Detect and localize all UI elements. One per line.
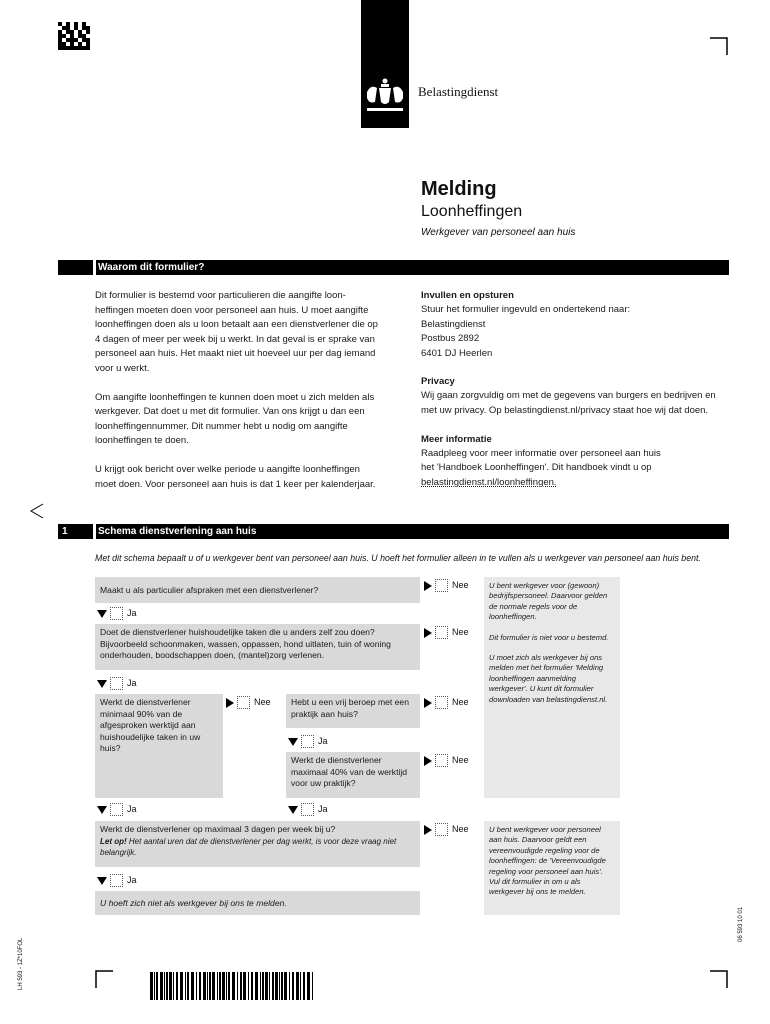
logo-block xyxy=(361,0,409,128)
q4-no-checkbox[interactable] xyxy=(435,696,448,709)
q4-yes-checkbox[interactable] xyxy=(301,735,314,748)
form-code-left: LH 593 - 1Z*10FOL xyxy=(18,937,24,990)
q5-yes-checkbox[interactable] xyxy=(301,803,314,816)
section-1-bar xyxy=(58,524,729,539)
q3-yes-checkbox[interactable] xyxy=(110,803,123,816)
q1-yes-checkbox[interactable] xyxy=(110,607,123,620)
why-paragraph-1: Dit formulier is bestemd voor particulieren die aangifte loon- heffingen moeten doen voor personeel aan huis. U moet aangifte loonheffingen doen als u loon betaalt aan een dienstverlener die op 4 dagen of meer per week bij u werkt. In dat geval is er sprake van personeel aan huis. Het maakt niet uit hoeveel uur per dag iemand voor u werkt. xyxy=(95,290,378,374)
page-tagline: Werkgever van personeel aan huis xyxy=(421,227,576,238)
question-3: Werkt de dienstverlener minimaal 90% van de afgesproken werktijd aan huishoudelijke taken in uw huis? xyxy=(95,694,223,798)
q6-yes-checkbox[interactable] xyxy=(110,874,123,887)
info-heading: Meer informatie xyxy=(421,433,492,445)
barcode-icon xyxy=(150,972,315,1000)
form-code-right: 06 593 10 01 xyxy=(738,906,744,942)
question-5: Werkt de dienstverlener maximaal 40% van de werktijd voor uw praktijk? xyxy=(286,752,420,798)
q5-no-checkbox[interactable] xyxy=(435,754,448,767)
side-panel-lower: U bent werkgever voor personeel aan huis. Daarvoor geldt een vereenvoudigde regeling voor de loonheffingen: de 'Vereenvoudigde regeling voor personeel aan huis'. Vul dit formulier in om u als werkgever bij ons te melden. xyxy=(484,821,620,915)
q6-yes-option[interactable]: Ja xyxy=(97,874,137,887)
qr-code-icon xyxy=(58,22,90,50)
why-paragraph-3: U krijgt ook bericht over welke periode u aangifte loonheffingen moet doen. Voor personeel aan huis is dat 1 keer per kalenderjaar. xyxy=(95,463,376,490)
section-1-number: 1 xyxy=(62,526,68,537)
q3-no-checkbox[interactable] xyxy=(237,696,250,709)
question-1: Maakt u als particulier afspraken met een dienstverlener? xyxy=(95,577,420,603)
result-no-registration: U hoeft zich niet als werkgever bij ons te melden. xyxy=(95,891,420,915)
q4-no-option[interactable]: Nee xyxy=(424,696,469,709)
q2-no-checkbox[interactable] xyxy=(435,626,448,639)
question-2: Doet de dienstverlener huishoudelijke taken die u anders zelf zou doen? Bijvoorbeeld schoonmaken, wassen, oppassen, hond uitlaten, tuin of woning onderhouden, boodschappen doen, (mantel)zorg verlenen. xyxy=(95,624,420,670)
q3-yes-option[interactable]: Ja xyxy=(97,803,137,816)
q5-no-option[interactable]: Nee xyxy=(424,754,469,767)
q1-no-option[interactable]: Nee xyxy=(424,579,469,592)
q3-no-option[interactable]: Nee xyxy=(226,696,271,709)
q1-no-checkbox[interactable] xyxy=(435,579,448,592)
section-1-intro: Met dit schema bepaalt u of u werkgever bent van personeel aan huis. U hoeft het formulier alleen in te vullen als u werkgever van personeel aan huis bent. xyxy=(95,553,701,563)
section-why-heading: Waarom dit formulier? xyxy=(98,262,205,273)
q2-yes-checkbox[interactable] xyxy=(110,677,123,690)
section-why-bar xyxy=(58,260,729,275)
privacy-heading: Privacy xyxy=(421,376,455,388)
fill-heading: Invullen en opsturen xyxy=(421,290,514,301)
q4-yes-option[interactable]: Ja xyxy=(288,735,328,748)
why-right-column: Invullen en opsturen Stuur het formulier ingevuld en ondertekend naar: Belastingdienst Postbus 2892 6401 DJ Heerlen Privacy Wij gaan zorgvuldig om met de gegevens van burgers en bedrijven en met uw privacy. Op belastingdienst.nl/privacy staat hoe wij dat doen. Meer informatie Raadpleeg voor meer informatie over personeel aan huis het 'Handboek Loonheffingen'. Dit handboek vindt u op belastingdienst.nl/loonheffingen. xyxy=(421,289,741,490)
page-title: Melding xyxy=(421,178,497,200)
page-subtitle: Loonheffingen xyxy=(421,203,523,220)
crop-mark-icon xyxy=(710,37,728,55)
why-left-column xyxy=(95,289,410,492)
crop-mark-icon xyxy=(710,970,728,988)
q2-no-option[interactable]: Nee xyxy=(424,626,469,639)
privacy-link[interactable]: met uw privacy. Op belastingdienst.nl/privacy staat hoe wij dat doen. xyxy=(421,404,709,416)
q2-yes-option[interactable]: Ja xyxy=(97,677,137,690)
brand-name: Belastingdienst xyxy=(418,84,499,99)
crest-icon xyxy=(361,0,409,128)
question-4: Hebt u een vrij beroep met een praktijk aan huis? xyxy=(286,694,420,728)
q5-yes-option[interactable]: Ja xyxy=(288,803,328,816)
section-1-heading: Schema dienstverlening aan huis xyxy=(98,526,257,537)
side-panel-upper: U bent werkgever voor (gewoon) bedrijfspersoneel. Daarvoor gelden de normale regels voor de loonheffingen. Dit formulier is niet voor u bestemd. U moet zich als werkgever bij ons melden met het formulier 'Melding loonheffingen aanmelding werkgever'. U kunt dit formulier downloaden van belastingdienst.nl. xyxy=(484,577,620,798)
q1-yes-option[interactable]: Ja xyxy=(97,607,137,620)
info-link[interactable]: belastingdienst.nl/loonheffingen. xyxy=(421,476,557,488)
crop-mark-icon xyxy=(95,970,113,988)
fold-mark-icon xyxy=(30,503,44,519)
q6-no-option[interactable]: Nee xyxy=(424,823,469,836)
q6-no-checkbox[interactable] xyxy=(435,823,448,836)
question-6: Werkt de dienstverlener op maximaal 3 dagen per week bij u? Let op! Het aantal uren dat de dienstverlener per dag werkt, is voor deze vraag niet belangrijk. xyxy=(95,821,420,867)
why-paragraph-2: Om aangifte loonheffingen te kunnen doen moet u zich melden als werkgever. Dat doet u met dit formulier. Van ons krijgt u dan een loonheffingennummer. Dit nummer hebt u nodig om aangifte loonheffingen te doen. xyxy=(95,391,375,447)
